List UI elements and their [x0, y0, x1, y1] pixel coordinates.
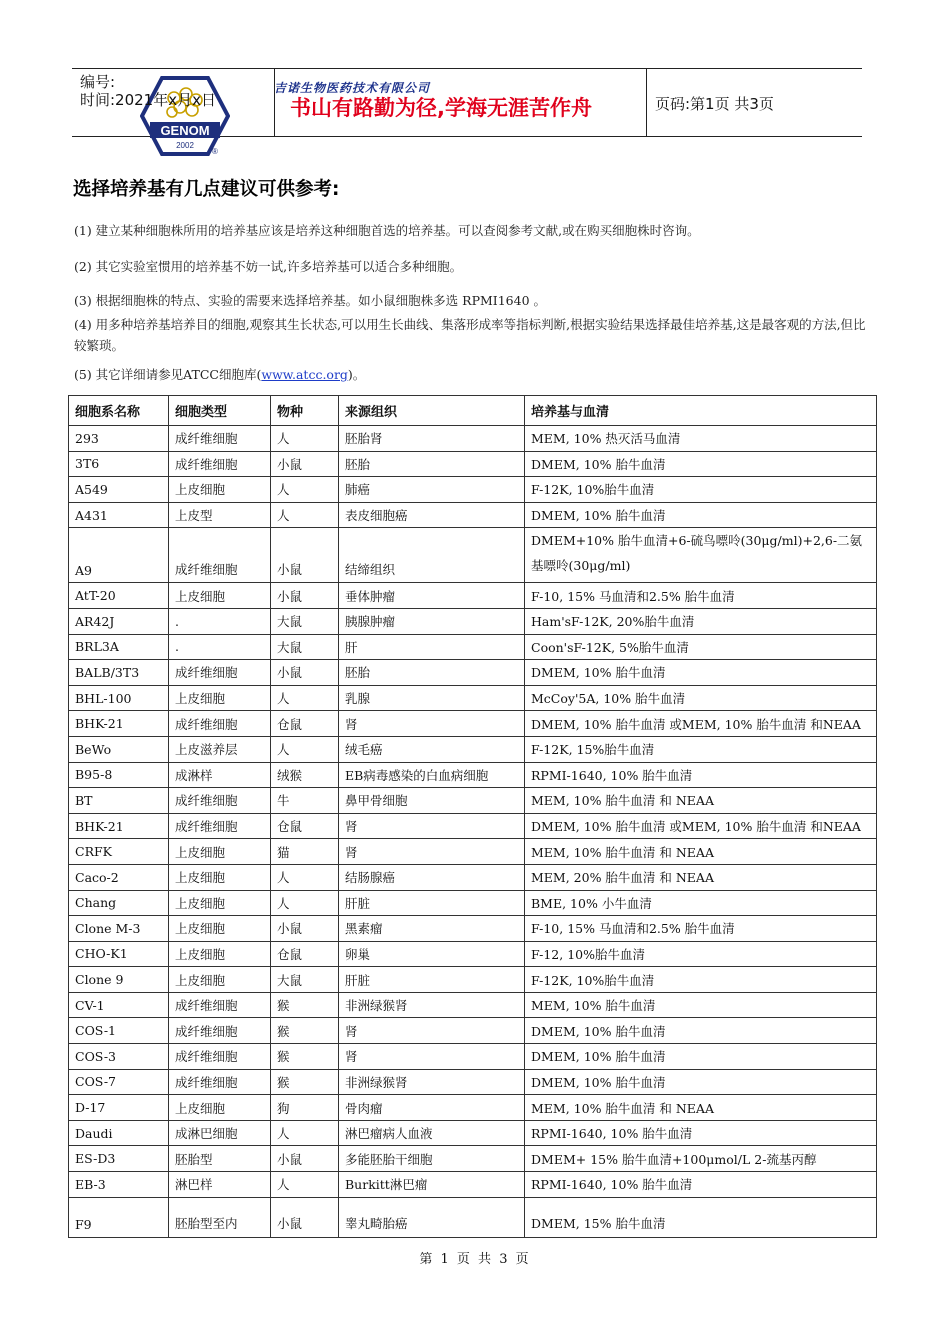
logo-text: GENOM [160, 123, 210, 138]
cell-line-name-cell: Daudi [69, 1120, 169, 1146]
medium-serum-cell: RPMI-1640, 10% 胎牛血清 [525, 1120, 877, 1146]
source-tissue-cell: 乳腺 [339, 685, 525, 711]
medium-serum-cell: McCoy'5A, 10% 胎牛血清 [525, 685, 877, 711]
cell-line-name-cell: BT [69, 788, 169, 814]
species-cell: 人 [271, 1120, 339, 1146]
cell-line-name-cell: D-17 [69, 1095, 169, 1121]
species-cell: 小鼠 [271, 916, 339, 942]
species-cell: 小鼠 [271, 528, 339, 583]
cell-type-cell: 成纤维细胞 [169, 711, 271, 737]
cell-type-cell: 胚胎型至内 [169, 1197, 271, 1237]
suggestion-2: (2) 其它实验室惯用的培养基不妨一试,许多培养基可以适合多种细胞。 [74, 259, 463, 274]
page-footer: 第 1 页 共 3 页 [419, 1252, 531, 1267]
source-tissue-cell: 结肠腺癌 [339, 864, 525, 890]
source-tissue-cell: 结缔组织 [339, 528, 525, 583]
cell-type-cell: 成纤维细胞 [169, 788, 271, 814]
medium-serum-cell: F-12K, 10%胎牛血清 [525, 477, 877, 503]
cell-line-name-cell: AtT-20 [69, 583, 169, 609]
table-row [69, 941, 877, 967]
source-tissue-cell: 淋巴瘤病人血液 [339, 1120, 525, 1146]
medium-serum-cell: MEM, 10% 胎牛血清 和 NEAA [525, 839, 877, 865]
table-row [69, 736, 877, 762]
cell-type-cell: 成纤维细胞 [169, 992, 271, 1018]
suggestion-4: (4) 用多种培养基培养目的细胞,观察其生长状态,可以用生长曲线、集落形成率等指标判断,根据实验结果选择最佳培养基,这是最客观的方法,但比较繁琐。 [74, 317, 866, 353]
medium-serum-cell: MEM, 10% 胎牛血清 和 NEAA [525, 788, 877, 814]
header-motto: 书山有路勤为径,学海无涯苦作舟 [290, 96, 592, 120]
table-row [69, 992, 877, 1018]
cell-line-name-cell: Chang [69, 890, 169, 916]
suggestion-1: (1) 建立某种细胞株所用的培养基应该是培养这种细胞首选的培养基。可以查阅参考文献,或在购买细胞株时咨询。 [74, 223, 700, 238]
medium-serum-cell: Coon'sF-12K, 5%胎牛血清 [525, 634, 877, 660]
cell-type-cell: 上皮细胞 [169, 1095, 271, 1121]
cell-line-name-cell: CV-1 [69, 992, 169, 1018]
cell-line-name-cell: F9 [69, 1197, 169, 1237]
medium-serum-cell: DMEM, 10% 胎牛血清 [525, 1069, 877, 1095]
atcc-link[interactable]: www.atcc.org [261, 367, 348, 382]
medium-serum-cell: MEM, 10% 热灭活马血清 [525, 426, 877, 452]
source-tissue-cell: 卵巢 [339, 941, 525, 967]
medium-serum-cell: MEM, 20% 胎牛血清 和 NEAA [525, 864, 877, 890]
logo-year: 2002 [176, 141, 194, 150]
cell-type-cell: 成纤维细胞 [169, 813, 271, 839]
species-cell: 小鼠 [271, 1197, 339, 1237]
table-row [69, 864, 877, 890]
source-tissue-cell: 肾 [339, 1044, 525, 1070]
table-row [69, 528, 877, 583]
species-cell: 小鼠 [271, 583, 339, 609]
species-cell: 人 [271, 890, 339, 916]
medium-serum-cell: F-12K, 10%胎牛血清 [525, 967, 877, 993]
source-tissue-cell: 多能胚胎干细胞 [339, 1146, 525, 1172]
cell-type-cell: 上皮滋养层 [169, 736, 271, 762]
medium-serum-cell: Ham'sF-12K, 20%胎牛血清 [525, 608, 877, 634]
species-cell: 仓鼠 [271, 711, 339, 737]
species-cell: 人 [271, 736, 339, 762]
species-cell: 人 [271, 426, 339, 452]
source-tissue-cell: Burkitt淋巴瘤 [339, 1172, 525, 1198]
cell-type-cell: 成纤维细胞 [169, 426, 271, 452]
table-body [69, 426, 877, 1238]
species-cell: 猴 [271, 1069, 339, 1095]
cell-line-name-cell: B95-8 [69, 762, 169, 788]
medium-serum-cell: RPMI-1640, 10% 胎牛血清 [525, 1172, 877, 1198]
cell-line-name-cell: 293 [69, 426, 169, 452]
source-tissue-cell: 肾 [339, 711, 525, 737]
cell-line-name-cell: A9 [69, 528, 169, 583]
cell-type-cell: 上皮细胞 [169, 890, 271, 916]
logo-registered: ® [212, 147, 218, 156]
source-tissue-cell: EB病毒感染的白血病细胞 [339, 762, 525, 788]
medium-serum-cell: MEM, 10% 胎牛血清 和 NEAA [525, 1095, 877, 1121]
header-meta [80, 73, 216, 109]
species-cell: 仓鼠 [271, 813, 339, 839]
table-row [69, 1044, 877, 1070]
medium-serum-cell: DMEM, 10% 胎牛血清 或MEM, 10% 胎牛血清 和NEAA [525, 813, 877, 839]
species-cell: 大鼠 [271, 608, 339, 634]
col-header-species: 物种 [271, 396, 339, 426]
suggestion-5-prefix: (5) 其它详细请参见ATCC细胞库( [74, 367, 262, 382]
table-row [69, 839, 877, 865]
table-row [69, 813, 877, 839]
medium-serum-cell: F-10, 15% 马血清和2.5% 胎牛血清 [525, 583, 877, 609]
species-cell: 猫 [271, 839, 339, 865]
table-row [69, 1095, 877, 1121]
source-tissue-cell: 胚胎肾 [339, 426, 525, 452]
medium-serum-cell: DMEM, 10% 胎牛血清 或MEM, 10% 胎牛血清 和NEAA [525, 711, 877, 737]
col-header-cell-line: 细胞系名称 [69, 396, 169, 426]
cell-line-name-cell: BeWo [69, 736, 169, 762]
medium-serum-cell: DMEM, 10% 胎牛血清 [525, 451, 877, 477]
cell-type-cell: 成纤维细胞 [169, 1069, 271, 1095]
table-row [69, 583, 877, 609]
col-header-source-tissue: 来源组织 [339, 396, 525, 426]
cell-type-cell: 成纤维细胞 [169, 660, 271, 686]
col-header-medium-serum: 培养基与血清 [525, 396, 877, 426]
species-cell: 大鼠 [271, 967, 339, 993]
cell-type-cell: 上皮细胞 [169, 839, 271, 865]
cell-line-name-cell: Caco-2 [69, 864, 169, 890]
cell-type-cell: 成纤维细胞 [169, 1044, 271, 1070]
cell-line-name-cell: ES-D3 [69, 1146, 169, 1172]
section-title: 选择培养基有几点建议可供参考: [73, 179, 340, 200]
table-row [69, 426, 877, 452]
cell-line-table [68, 395, 877, 1238]
cell-line-name-cell: 3T6 [69, 451, 169, 477]
medium-serum-cell: DMEM+ 15% 胎牛血清+100μmol/L 2-巯基丙醇 [525, 1146, 877, 1172]
table-row [69, 502, 877, 528]
medium-serum-cell: RPMI-1640, 10% 胎牛血清 [525, 762, 877, 788]
table-header-row [69, 396, 877, 426]
suggestion-5 [74, 364, 874, 385]
medium-serum-cell: F-12K, 15%胎牛血清 [525, 736, 877, 762]
cell-line-name-cell: CRFK [69, 839, 169, 865]
table-row [69, 1018, 877, 1044]
cell-type-cell: 上皮型 [169, 502, 271, 528]
source-tissue-cell: 表皮细胞癌 [339, 502, 525, 528]
species-cell: 小鼠 [271, 660, 339, 686]
cell-line-name-cell: COS-3 [69, 1044, 169, 1070]
page-code: 页码:第1页 共3页 [655, 95, 774, 113]
source-tissue-cell: 鼻甲骨细胞 [339, 788, 525, 814]
source-tissue-cell: 肝脏 [339, 967, 525, 993]
table-row [69, 1069, 877, 1095]
serial-label: 编号: [80, 73, 116, 91]
table-row [69, 1146, 877, 1172]
species-cell: 小鼠 [271, 1146, 339, 1172]
medium-serum-cell: BME, 10% 小牛血清 [525, 890, 877, 916]
cell-line-name-cell: BHK-21 [69, 813, 169, 839]
cell-line-name-cell: A549 [69, 477, 169, 503]
cell-type-cell: 上皮细胞 [169, 685, 271, 711]
cell-type-cell: 上皮细胞 [169, 941, 271, 967]
table-row [69, 608, 877, 634]
species-cell: 猴 [271, 1044, 339, 1070]
cell-line-name-cell: BHL-100 [69, 685, 169, 711]
source-tissue-cell: 黑素瘤 [339, 916, 525, 942]
species-cell: 小鼠 [271, 451, 339, 477]
species-cell: 狗 [271, 1095, 339, 1121]
cell-line-name-cell: Clone M-3 [69, 916, 169, 942]
source-tissue-cell: 胚胎 [339, 660, 525, 686]
cell-line-name-cell: Clone 9 [69, 967, 169, 993]
species-cell: 人 [271, 864, 339, 890]
col-header-cell-type: 细胞类型 [169, 396, 271, 426]
species-cell: 仓鼠 [271, 941, 339, 967]
medium-serum-cell: F-10, 15% 马血清和2.5% 胎牛血清 [525, 916, 877, 942]
source-tissue-cell: 肾 [339, 813, 525, 839]
cell-line-name-cell: BRL3A [69, 634, 169, 660]
table-row [69, 890, 877, 916]
source-tissue-cell: 绒毛癌 [339, 736, 525, 762]
cell-line-name-cell: COS-7 [69, 1069, 169, 1095]
medium-serum-cell: DMEM, 15% 胎牛血清 [525, 1197, 877, 1237]
species-cell: 人 [271, 502, 339, 528]
source-tissue-cell: 胰腺肿瘤 [339, 608, 525, 634]
cell-type-cell: 成纤维细胞 [169, 1018, 271, 1044]
source-tissue-cell: 非洲绿猴肾 [339, 1069, 525, 1095]
cell-type-cell: 成淋巴细胞 [169, 1120, 271, 1146]
cell-line-name-cell: BALB/3T3 [69, 660, 169, 686]
cell-type-cell: 上皮细胞 [169, 864, 271, 890]
source-tissue-cell: 肝脏 [339, 890, 525, 916]
cell-type-cell: 上皮细胞 [169, 583, 271, 609]
suggestion-5-suffix: )。 [347, 367, 366, 382]
table-row [69, 451, 877, 477]
cell-type-cell: . [169, 634, 271, 660]
cell-type-cell: 上皮细胞 [169, 967, 271, 993]
table-row [69, 634, 877, 660]
cell-line-name-cell: EB-3 [69, 1172, 169, 1198]
source-tissue-cell: 骨肉瘤 [339, 1095, 525, 1121]
medium-serum-cell: DMEM, 10% 胎牛血清 [525, 502, 877, 528]
medium-serum-cell: MEM, 10% 胎牛血清 [525, 992, 877, 1018]
table-row [69, 967, 877, 993]
species-cell: 人 [271, 1172, 339, 1198]
cell-line-name-cell: BHK-21 [69, 711, 169, 737]
species-cell: 猴 [271, 992, 339, 1018]
suggestion-3: (3) 根据细胞株的特点、实验的需要来选择培养基。如小鼠细胞株多选 RPMI1640 。 [74, 293, 546, 308]
table-row [69, 788, 877, 814]
medium-serum-cell: DMEM, 10% 胎牛血清 [525, 1044, 877, 1070]
species-cell: 人 [271, 685, 339, 711]
source-tissue-cell: 肝 [339, 634, 525, 660]
species-cell: 绒猴 [271, 762, 339, 788]
medium-serum-cell: DMEM, 10% 胎牛血清 [525, 660, 877, 686]
source-tissue-cell: 非洲绿猴肾 [339, 992, 525, 1018]
cell-line-name-cell: COS-1 [69, 1018, 169, 1044]
medium-serum-cell: DMEM+10% 胎牛血清+6-硫鸟嘌呤(30μg/ml)+2,6-二氨基嘌呤(30μg/ml) [525, 528, 877, 583]
species-cell: 牛 [271, 788, 339, 814]
cell-line-name-cell: A431 [69, 502, 169, 528]
cell-type-cell: 胚胎型 [169, 1146, 271, 1172]
source-tissue-cell: 垂体肿瘤 [339, 583, 525, 609]
table-row [69, 685, 877, 711]
cell-type-cell: 成淋样 [169, 762, 271, 788]
source-tissue-cell: 肾 [339, 839, 525, 865]
table-row [69, 916, 877, 942]
cell-type-cell: 成纤维细胞 [169, 528, 271, 583]
header-divider [646, 69, 647, 136]
table-row [69, 762, 877, 788]
table-row [69, 1120, 877, 1146]
medium-serum-cell: DMEM, 10% 胎牛血清 [525, 1018, 877, 1044]
table-row [69, 1197, 877, 1237]
cell-type-cell: . [169, 608, 271, 634]
cell-type-cell: 淋巴样 [169, 1172, 271, 1198]
date-label: 时间:2021年x月x日 [80, 91, 216, 109]
source-tissue-cell: 肾 [339, 1018, 525, 1044]
cell-type-cell: 成纤维细胞 [169, 451, 271, 477]
cell-line-name-cell: CHO-K1 [69, 941, 169, 967]
medium-serum-cell: F-12, 10%胎牛血清 [525, 941, 877, 967]
cell-line-name-cell: AR42J [69, 608, 169, 634]
species-cell: 大鼠 [271, 634, 339, 660]
table-row [69, 1172, 877, 1198]
table-row [69, 711, 877, 737]
cell-type-cell: 上皮细胞 [169, 477, 271, 503]
company-name: 吉诺生物医药技术有限公司 [274, 81, 431, 95]
source-tissue-cell: 睾丸畸胎癌 [339, 1197, 525, 1237]
source-tissue-cell: 胚胎 [339, 451, 525, 477]
species-cell: 人 [271, 477, 339, 503]
species-cell: 猴 [271, 1018, 339, 1044]
table-row [69, 660, 877, 686]
table-row [69, 477, 877, 503]
source-tissue-cell: 肺癌 [339, 477, 525, 503]
cell-type-cell: 上皮细胞 [169, 916, 271, 942]
